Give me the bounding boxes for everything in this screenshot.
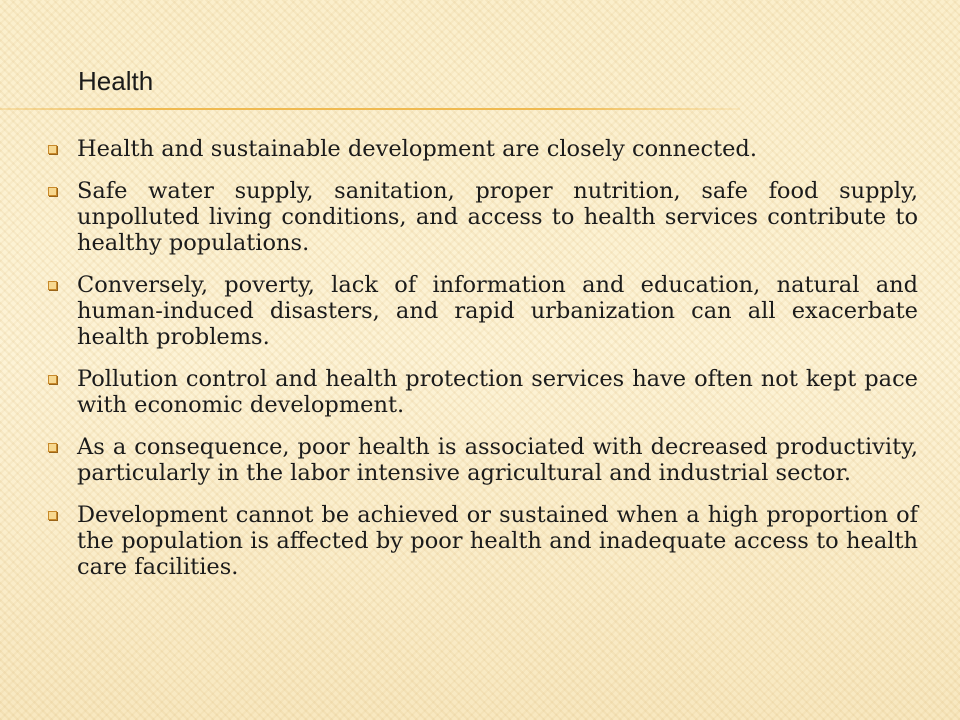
bullet-text: Development cannot be achieved or sustained when a high proportion of the population is affected by poor health and inadequate access to health care facilities. [77,502,918,580]
square-bullet-icon [46,434,77,460]
square-bullet-icon [46,178,77,204]
bullet-text: Safe water supply, sanitation, proper nutrition, safe food supply, unpolluted living conditions, and access to health services contribute to healthy populations. [77,178,918,256]
list-item [46,434,918,486]
square-bullet-icon [46,272,77,298]
bullet-text: As a consequence, poor health is associated with decreased productivity, particularly in the labor intensive agricultural and industrial sector. [77,434,918,486]
bullet-text: Health and sustainable development are closely connected. [77,136,757,162]
bullet-text: Pollution control and health protection services have often not kept pace with economic development. [77,366,918,418]
list-item [46,178,918,256]
list-item [46,502,918,580]
list-item [46,366,918,418]
square-bullet-icon [46,136,77,162]
square-bullet-icon [46,366,77,392]
slide-title: Health [78,66,154,96]
title-underline [0,108,740,110]
square-bullet-icon [46,502,77,528]
bullet-list [46,136,918,596]
bullet-text: Conversely, poverty, lack of information and education, natural and human-induced disasters, and rapid urbanization can all exacerbate health problems. [77,272,918,350]
list-item [46,136,918,162]
list-item [46,272,918,350]
